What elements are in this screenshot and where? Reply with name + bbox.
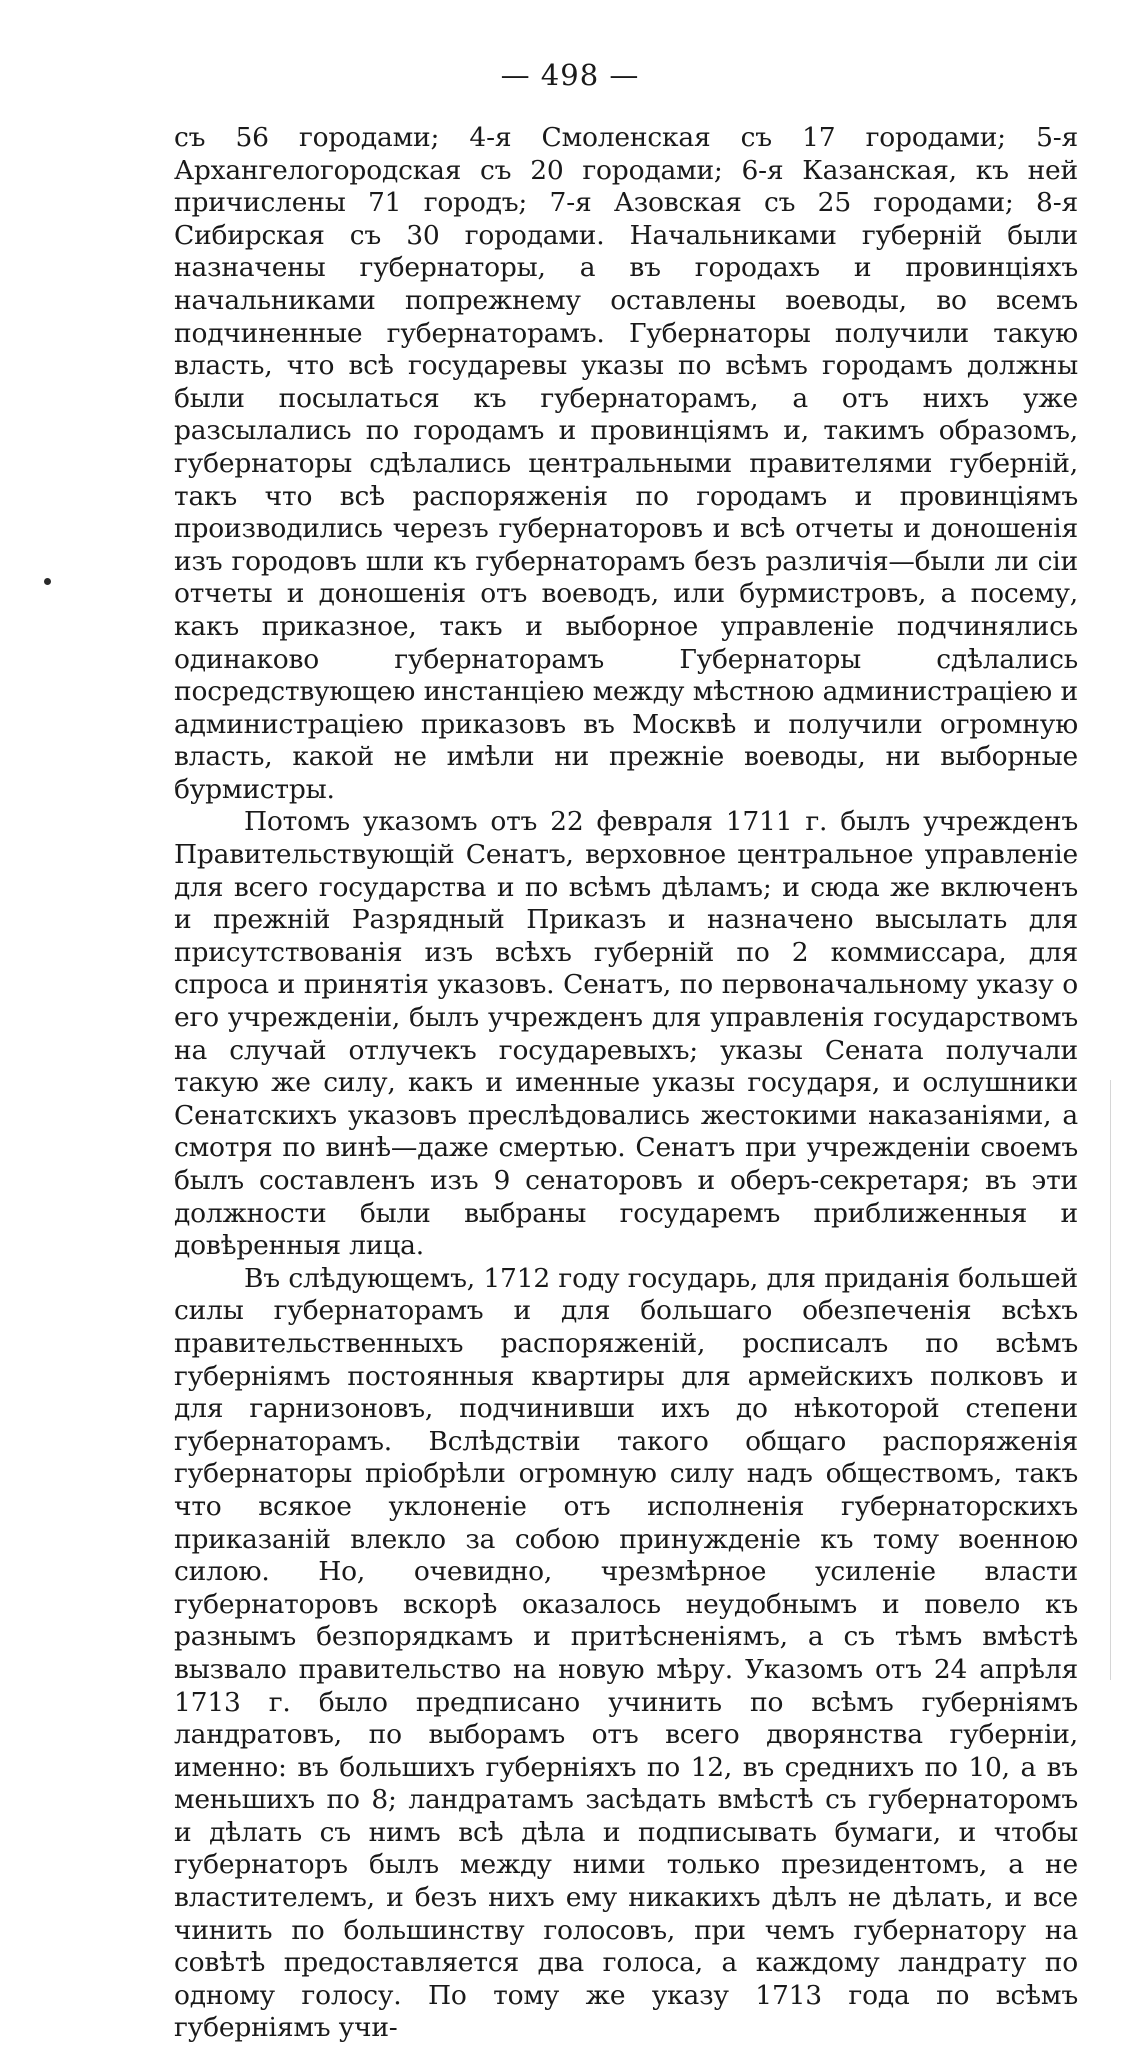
paragraph-2: Потомъ указомъ отъ 22 февраля 1711 г. былъ учрежденъ Правительствующій Сенатъ, верховное центральное управленіе для всего государства и по всѣмъ дѣламъ; и сюда же включенъ и прежній Разрядный Приказъ и назначено высылать для присутствованія изъ всѣхъ губерній по 2 коммиссара, для спроса и принятія указовъ. Сенатъ, по первоначальному указу о его учрежденіи, былъ учрежденъ для управленія государствомъ на случай отлучекъ государевыхъ; указы Сената получали такую же силу, какъ и именные указы государя, и ослушники Сенатскихъ указовъ преслѣдовались жестокими наказаніями, а смотря по винѣ—даже смертью. Сенатъ при учрежденіи своемъ былъ составленъ изъ 9 сенаторовъ и оберъ-секретаря; въ эти должности были выбраны государемъ приближенныя и довѣренныя лица. — [174, 806, 1078, 1262]
body-text — [174, 122, 1078, 2045]
margin-rule — [1110, 1080, 1111, 1680]
paragraph-3: Въ слѣдующемъ, 1712 году государь, для приданія большей силы губернаторамъ и для большаго обезпеченія всѣхъ правительственныхъ распоряженій, росписалъ по всѣмъ губерніямъ постоянныя квартиры для армейскихъ полковъ и для гарнизоновъ, подчинивши ихъ до нѣкоторой степени губернаторамъ. Вслѣдствіи такого общаго распоряженія губернаторы пріобрѣли огромную силу надъ обществомъ, такъ что всякое уклоненіе отъ исполненія губернаторскихъ приказаній влекло за собою принужденіе къ тому военною силою. Но, очевидно, чрезмѣрное усиленіе власти губернаторовъ вскорѣ оказалось неудобнымъ и повело къ разнымъ безпорядкамъ и притѣсненіямъ, а съ тѣмъ вмѣстѣ вызвало правительство на новую мѣру. Указомъ отъ 24 апрѣля 1713 г. было предписано учинить по всѣмъ губерніямъ ландратовъ, по выборамъ отъ всего дворянства губерніи, именно: въ большихъ губерніяхъ по 12, въ среднихъ по 10, а въ меньшихъ по 8; ландратамъ засѣдать вмѣстѣ съ губернаторомъ и дѣлать съ нимъ всѣ дѣла и подписывать бумаги, и чтобы губернаторъ былъ между ними только президентомъ, а не властителемъ, и безъ нихъ ему никакихъ дѣлъ не дѣлать, и все чинить по большинству голосовъ, при чемъ губернатору на совѣтѣ предоставляется два голоса, а каждому ландрату по одному голосу. По тому же указу 1713 года по всѣмъ губерніямъ учи- — [174, 1262, 1078, 2044]
paragraph-1: съ 56 городами; 4-я Смоленская съ 17 городами; 5-я Архангелогородская съ 20 городами; 6-я Казанская, къ ней причислены 71 городъ; 7-я Азовская съ 25 городами; 8-я Сибирская съ 30 городами. Начальниками губерній были назначены губернаторы, а въ городахъ и провинціяхъ начальниками попрежнему оставлены воеводы, во всемъ подчиненные губернаторамъ. Губернаторы получили такую власть, что всѣ государевы указы по всѣмъ городамъ должны были посылаться къ губернаторамъ, а отъ нихъ уже разсылались по городамъ и провинціямъ и, такимъ образомъ, губернаторы сдѣлались центральными правителями губерній, такъ что всѣ распоряженія по городамъ и провинціямъ производились черезъ губернаторовъ и всѣ отчеты и доношенія изъ городовъ шли къ губернаторамъ безъ различія—были ли сіи отчеты и доношенія отъ воеводъ, или бурмистровъ, а посему, какъ приказное, такъ и выборное управленіе подчинялись одинаково губернаторамъ Губернаторы сдѣлались посредствующею инстанціею между мѣстною администраціею и администраціею приказовъ въ Москвѣ и получили огромную власть, какой не имѣли ни прежніе воеводы, ни выборные бурмистры. — [174, 122, 1078, 805]
margin-dot — [44, 578, 51, 585]
page-number: — 498 — — [500, 58, 640, 92]
